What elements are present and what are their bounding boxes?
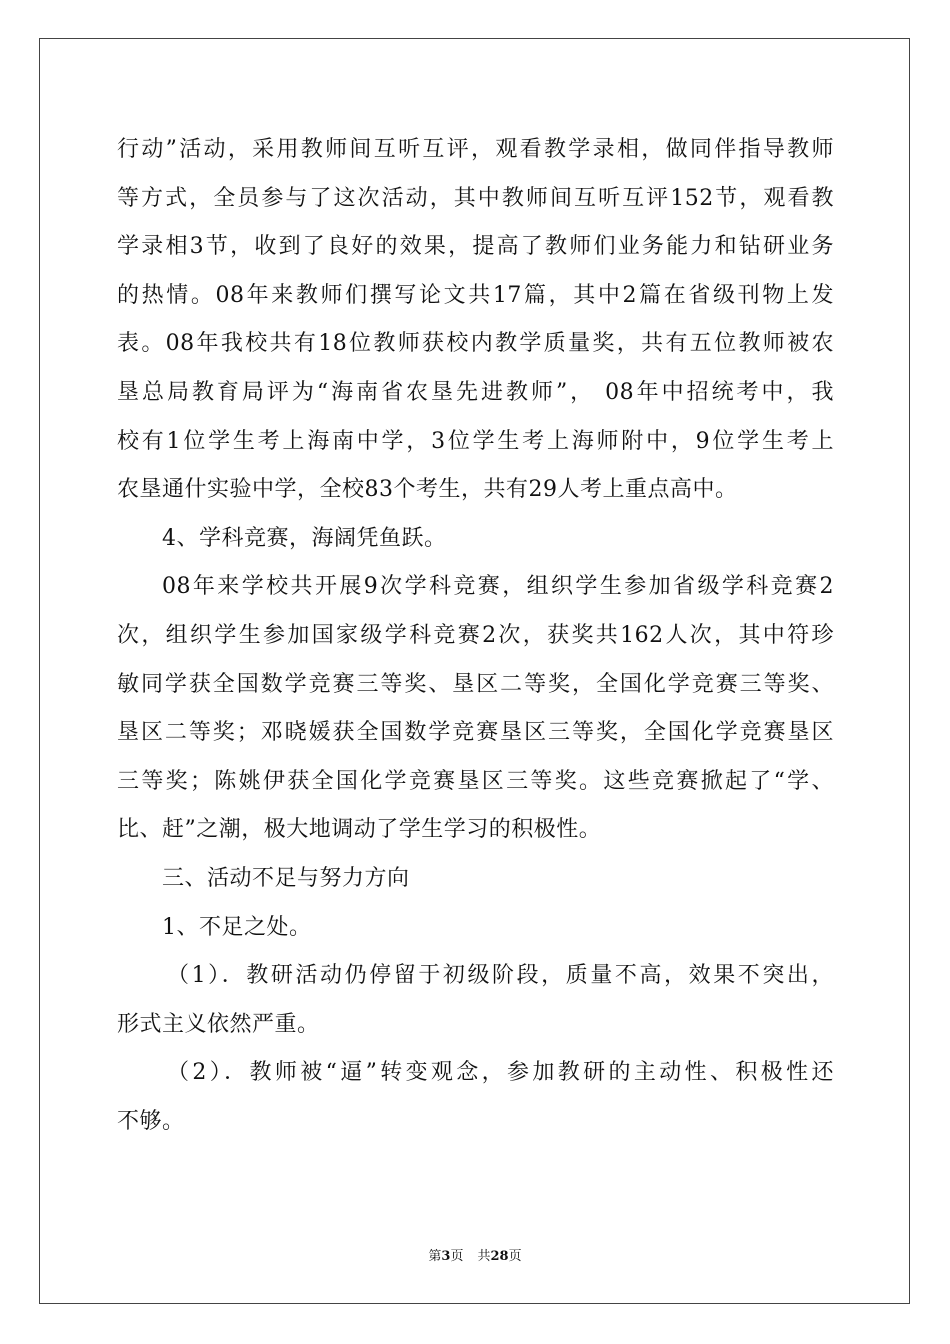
text-line: 学录相3节，收到了良好的效果，提高了教师们业务能力和钻研业务 xyxy=(117,234,834,260)
text-line: （1）．教研活动仍停留于初级阶段，质量不高，效果不突出， xyxy=(167,963,834,989)
text-line: （2）．教师被“逼”转变观念，参加教研的主动性、积极性还 xyxy=(167,1060,834,1086)
section-heading: 三、活动不足与努力方向 xyxy=(162,865,410,891)
text-line: 垦总局教育局评为“海南省农垦先进教师”， 08年中招统考中，我 xyxy=(117,379,834,405)
page-current: 3 xyxy=(441,1249,451,1264)
text-line: 农垦通什实验中学，全校83个考生，共有29人考上重点高中。 xyxy=(117,477,738,503)
subsection-heading: 1、不足之处。 xyxy=(162,914,312,940)
page-footer xyxy=(0,1245,950,1264)
text-line: 不够。 xyxy=(117,1108,185,1134)
document-body xyxy=(117,126,834,1146)
text-line: 敏同学获全国数学竞赛三等奖、垦区二等奖，全国化学竞赛三等奖、 xyxy=(117,671,834,697)
text-line: 等方式，全员参与了这次活动，其中教师间互听互评152节，观看教 xyxy=(117,185,834,211)
text-line: 形式主义依然严重。 xyxy=(117,1011,320,1037)
text-line: 校有1位学生考上海南中学，3位学生考上海师附中，9位学生考上 xyxy=(117,428,834,454)
total-suffix: 页 xyxy=(508,1249,522,1264)
text-line: 行动”活动，采用教师间互听互评，观看教学录相，做同伴指导教师 xyxy=(117,137,834,162)
text-line: 三等奖；陈姚伊获全国化学竞赛垦区三等奖。这些竞赛掀起了“学、 xyxy=(117,768,834,794)
total-prefix: 共 xyxy=(477,1249,491,1264)
text-line: 垦区二等奖；邓晓媛获全国数学竞赛垦区三等奖，全国化学竞赛垦区 xyxy=(117,720,834,746)
section-heading: 4、学科竞赛，海阔凭鱼跃。 xyxy=(162,525,447,551)
page-suffix: 页 xyxy=(450,1249,464,1264)
text-line: 的热情。08年来教师们撰写论文共17篇，其中2篇在省级刊物上发 xyxy=(117,282,834,308)
text-line: 08年来学校共开展9次学科竞赛，组织学生参加省级学科竞赛2 xyxy=(162,574,834,600)
page-total: 28 xyxy=(490,1249,509,1264)
text-line: 表。08年我校共有18位教师获校内教学质量奖，共有五位教师被农 xyxy=(117,331,834,357)
text-line: 次，组织学生参加国家级学科竞赛2次，获奖共162人次，其中符珍 xyxy=(117,622,834,648)
page-prefix: 第 xyxy=(428,1249,442,1264)
text-line: 比、赶”之潮，极大地调动了学生学习的积极性。 xyxy=(117,817,602,843)
